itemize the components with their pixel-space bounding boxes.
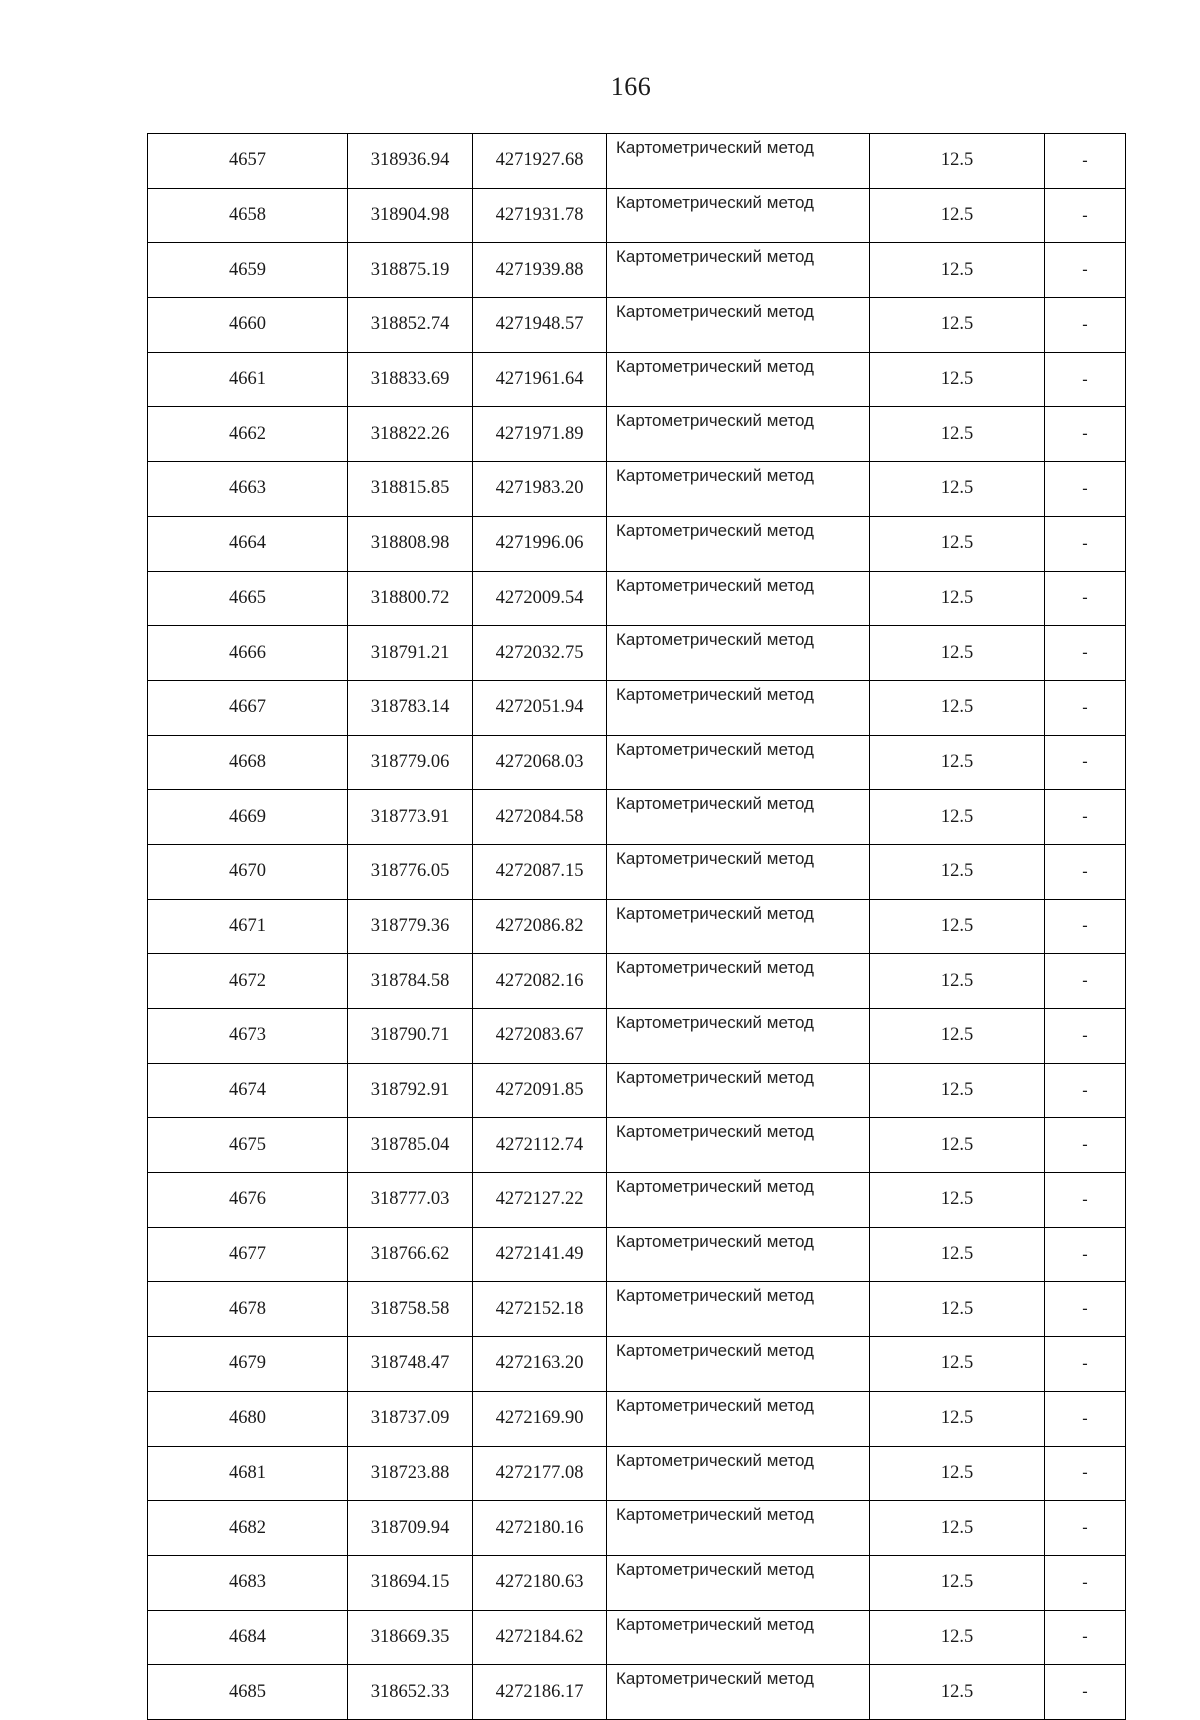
accuracy-cell: 12.5 bbox=[870, 298, 1045, 353]
table-row bbox=[148, 680, 1126, 735]
point-number-cell: 4683 bbox=[148, 1555, 348, 1610]
note-cell: - bbox=[1045, 1501, 1126, 1556]
x-coordinate-cell: 318748.47 bbox=[348, 1337, 473, 1392]
x-coordinate-cell: 318766.62 bbox=[348, 1227, 473, 1282]
table-row bbox=[148, 243, 1126, 298]
x-coordinate-cell: 318904.98 bbox=[348, 188, 473, 243]
accuracy-cell: 12.5 bbox=[870, 735, 1045, 790]
method-cell: Картометрический метод bbox=[607, 1501, 870, 1556]
x-coordinate-cell: 318833.69 bbox=[348, 352, 473, 407]
note-cell: - bbox=[1045, 1665, 1126, 1720]
accuracy-cell: 12.5 bbox=[870, 1173, 1045, 1228]
table-row bbox=[148, 407, 1126, 462]
accuracy-cell: 12.5 bbox=[870, 626, 1045, 681]
method-cell: Картометрический метод bbox=[607, 352, 870, 407]
point-number-cell: 4682 bbox=[148, 1501, 348, 1556]
note-cell: - bbox=[1045, 352, 1126, 407]
table-row bbox=[148, 1063, 1126, 1118]
accuracy-cell: 12.5 bbox=[870, 243, 1045, 298]
y-coordinate-cell: 4272091.85 bbox=[473, 1063, 607, 1118]
x-coordinate-cell: 318791.21 bbox=[348, 626, 473, 681]
point-number-cell: 4680 bbox=[148, 1391, 348, 1446]
method-cell: Картометрический метод bbox=[607, 516, 870, 571]
table-row bbox=[148, 571, 1126, 626]
method-cell: Картометрический метод bbox=[607, 1337, 870, 1392]
accuracy-cell: 12.5 bbox=[870, 1009, 1045, 1064]
point-number-cell: 4669 bbox=[148, 790, 348, 845]
y-coordinate-cell: 4272141.49 bbox=[473, 1227, 607, 1282]
x-coordinate-cell: 318737.09 bbox=[348, 1391, 473, 1446]
point-number-cell: 4681 bbox=[148, 1446, 348, 1501]
accuracy-cell: 12.5 bbox=[870, 954, 1045, 1009]
table-row bbox=[148, 1446, 1126, 1501]
point-number-cell: 4684 bbox=[148, 1610, 348, 1665]
y-coordinate-cell: 4271931.78 bbox=[473, 188, 607, 243]
note-cell: - bbox=[1045, 1391, 1126, 1446]
y-coordinate-cell: 4271948.57 bbox=[473, 298, 607, 353]
y-coordinate-cell: 4272184.62 bbox=[473, 1610, 607, 1665]
note-cell: - bbox=[1045, 1282, 1126, 1337]
method-cell: Картометрический метод bbox=[607, 298, 870, 353]
note-cell: - bbox=[1045, 134, 1126, 189]
y-coordinate-cell: 4272163.20 bbox=[473, 1337, 607, 1392]
table-row bbox=[148, 1501, 1126, 1556]
note-cell: - bbox=[1045, 188, 1126, 243]
point-number-cell: 4661 bbox=[148, 352, 348, 407]
method-cell: Картометрический метод bbox=[607, 626, 870, 681]
y-coordinate-cell: 4271961.64 bbox=[473, 352, 607, 407]
x-coordinate-cell: 318652.33 bbox=[348, 1665, 473, 1720]
note-cell: - bbox=[1045, 571, 1126, 626]
y-coordinate-cell: 4272009.54 bbox=[473, 571, 607, 626]
accuracy-cell: 12.5 bbox=[870, 516, 1045, 571]
point-number-cell: 4676 bbox=[148, 1173, 348, 1228]
accuracy-cell: 12.5 bbox=[870, 1337, 1045, 1392]
table-row bbox=[148, 1337, 1126, 1392]
table-row bbox=[148, 844, 1126, 899]
point-number-cell: 4673 bbox=[148, 1009, 348, 1064]
point-number-cell: 4670 bbox=[148, 844, 348, 899]
page-number: 166 bbox=[610, 72, 652, 101]
method-cell: Картометрический метод bbox=[607, 1446, 870, 1501]
accuracy-cell: 12.5 bbox=[870, 1665, 1045, 1720]
table-row bbox=[148, 899, 1126, 954]
table-row bbox=[148, 462, 1126, 517]
method-cell: Картометрический метод bbox=[607, 899, 870, 954]
y-coordinate-cell: 4272112.74 bbox=[473, 1118, 607, 1173]
y-coordinate-cell: 4272152.18 bbox=[473, 1282, 607, 1337]
y-coordinate-cell: 4272084.58 bbox=[473, 790, 607, 845]
note-cell: - bbox=[1045, 735, 1126, 790]
y-coordinate-cell: 4272083.67 bbox=[473, 1009, 607, 1064]
y-coordinate-cell: 4272068.03 bbox=[473, 735, 607, 790]
table-row bbox=[148, 626, 1126, 681]
point-number-cell: 4659 bbox=[148, 243, 348, 298]
x-coordinate-cell: 318790.71 bbox=[348, 1009, 473, 1064]
method-cell: Картометрический метод bbox=[607, 790, 870, 845]
x-coordinate-cell: 318800.72 bbox=[348, 571, 473, 626]
accuracy-cell: 12.5 bbox=[870, 899, 1045, 954]
y-coordinate-cell: 4272177.08 bbox=[473, 1446, 607, 1501]
note-cell: - bbox=[1045, 1610, 1126, 1665]
table-row bbox=[148, 298, 1126, 353]
method-cell: Картометрический метод bbox=[607, 954, 870, 1009]
note-cell: - bbox=[1045, 516, 1126, 571]
point-number-cell: 4658 bbox=[148, 188, 348, 243]
method-cell: Картометрический метод bbox=[607, 462, 870, 517]
x-coordinate-cell: 318776.05 bbox=[348, 844, 473, 899]
method-cell: Картометрический метод bbox=[607, 844, 870, 899]
y-coordinate-cell: 4272087.15 bbox=[473, 844, 607, 899]
y-coordinate-cell: 4272186.17 bbox=[473, 1665, 607, 1720]
point-number-cell: 4675 bbox=[148, 1118, 348, 1173]
x-coordinate-cell: 318783.14 bbox=[348, 680, 473, 735]
y-coordinate-cell: 4272086.82 bbox=[473, 899, 607, 954]
y-coordinate-cell: 4272082.16 bbox=[473, 954, 607, 1009]
y-coordinate-cell: 4272032.75 bbox=[473, 626, 607, 681]
x-coordinate-cell: 318808.98 bbox=[348, 516, 473, 571]
point-number-cell: 4657 bbox=[148, 134, 348, 189]
y-coordinate-cell: 4271983.20 bbox=[473, 462, 607, 517]
x-coordinate-cell: 318723.88 bbox=[348, 1446, 473, 1501]
point-number-cell: 4679 bbox=[148, 1337, 348, 1392]
table-row bbox=[148, 1555, 1126, 1610]
accuracy-cell: 12.5 bbox=[870, 844, 1045, 899]
coordinates-table-body bbox=[148, 134, 1126, 1720]
note-cell: - bbox=[1045, 1446, 1126, 1501]
note-cell: - bbox=[1045, 1173, 1126, 1228]
point-number-cell: 4685 bbox=[148, 1665, 348, 1720]
method-cell: Картометрический метод bbox=[607, 134, 870, 189]
point-number-cell: 4663 bbox=[148, 462, 348, 517]
point-number-cell: 4677 bbox=[148, 1227, 348, 1282]
table-row bbox=[148, 954, 1126, 1009]
x-coordinate-cell: 318792.91 bbox=[348, 1063, 473, 1118]
note-cell: - bbox=[1045, 462, 1126, 517]
point-number-cell: 4667 bbox=[148, 680, 348, 735]
accuracy-cell: 12.5 bbox=[870, 1391, 1045, 1446]
table-row bbox=[148, 134, 1126, 189]
table-row bbox=[148, 1173, 1126, 1228]
table-row bbox=[148, 516, 1126, 571]
x-coordinate-cell: 318779.36 bbox=[348, 899, 473, 954]
x-coordinate-cell: 318784.58 bbox=[348, 954, 473, 1009]
note-cell: - bbox=[1045, 680, 1126, 735]
x-coordinate-cell: 318779.06 bbox=[348, 735, 473, 790]
accuracy-cell: 12.5 bbox=[870, 1118, 1045, 1173]
x-coordinate-cell: 318758.58 bbox=[348, 1282, 473, 1337]
note-cell: - bbox=[1045, 1227, 1126, 1282]
y-coordinate-cell: 4272051.94 bbox=[473, 680, 607, 735]
x-coordinate-cell: 318822.26 bbox=[348, 407, 473, 462]
point-number-cell: 4671 bbox=[148, 899, 348, 954]
method-cell: Картометрический метод bbox=[607, 1555, 870, 1610]
point-number-cell: 4674 bbox=[148, 1063, 348, 1118]
method-cell: Картометрический метод bbox=[607, 407, 870, 462]
note-cell: - bbox=[1045, 243, 1126, 298]
x-coordinate-cell: 318694.15 bbox=[348, 1555, 473, 1610]
x-coordinate-cell: 318777.03 bbox=[348, 1173, 473, 1228]
note-cell: - bbox=[1045, 1337, 1126, 1392]
note-cell: - bbox=[1045, 1118, 1126, 1173]
x-coordinate-cell: 318669.35 bbox=[348, 1610, 473, 1665]
table-row bbox=[148, 735, 1126, 790]
y-coordinate-cell: 4271939.88 bbox=[473, 243, 607, 298]
accuracy-cell: 12.5 bbox=[870, 680, 1045, 735]
accuracy-cell: 12.5 bbox=[870, 1501, 1045, 1556]
method-cell: Картометрический метод bbox=[607, 1063, 870, 1118]
x-coordinate-cell: 318785.04 bbox=[348, 1118, 473, 1173]
accuracy-cell: 12.5 bbox=[870, 1610, 1045, 1665]
method-cell: Картометрический метод bbox=[607, 735, 870, 790]
point-number-cell: 4662 bbox=[148, 407, 348, 462]
accuracy-cell: 12.5 bbox=[870, 1555, 1045, 1610]
accuracy-cell: 12.5 bbox=[870, 1227, 1045, 1282]
accuracy-cell: 12.5 bbox=[870, 462, 1045, 517]
table-row bbox=[148, 352, 1126, 407]
x-coordinate-cell: 318852.74 bbox=[348, 298, 473, 353]
note-cell: - bbox=[1045, 1009, 1126, 1064]
method-cell: Картометрический метод bbox=[607, 1118, 870, 1173]
table-row bbox=[148, 790, 1126, 845]
point-number-cell: 4660 bbox=[148, 298, 348, 353]
x-coordinate-cell: 318709.94 bbox=[348, 1501, 473, 1556]
note-cell: - bbox=[1045, 954, 1126, 1009]
accuracy-cell: 12.5 bbox=[870, 1063, 1045, 1118]
point-number-cell: 4664 bbox=[148, 516, 348, 571]
accuracy-cell: 12.5 bbox=[870, 1282, 1045, 1337]
accuracy-cell: 12.5 bbox=[870, 134, 1045, 189]
y-coordinate-cell: 4271971.89 bbox=[473, 407, 607, 462]
note-cell: - bbox=[1045, 844, 1126, 899]
table-row bbox=[148, 1665, 1126, 1720]
point-number-cell: 4678 bbox=[148, 1282, 348, 1337]
table-row bbox=[148, 1282, 1126, 1337]
method-cell: Картометрический метод bbox=[607, 1391, 870, 1446]
method-cell: Картометрический метод bbox=[607, 1009, 870, 1064]
note-cell: - bbox=[1045, 1063, 1126, 1118]
y-coordinate-cell: 4271927.68 bbox=[473, 134, 607, 189]
y-coordinate-cell: 4272180.16 bbox=[473, 1501, 607, 1556]
method-cell: Картометрический метод bbox=[607, 680, 870, 735]
note-cell: - bbox=[1045, 790, 1126, 845]
accuracy-cell: 12.5 bbox=[870, 188, 1045, 243]
accuracy-cell: 12.5 bbox=[870, 1446, 1045, 1501]
note-cell: - bbox=[1045, 626, 1126, 681]
note-cell: - bbox=[1045, 899, 1126, 954]
table-row bbox=[148, 1610, 1126, 1665]
x-coordinate-cell: 318936.94 bbox=[348, 134, 473, 189]
accuracy-cell: 12.5 bbox=[870, 790, 1045, 845]
y-coordinate-cell: 4272169.90 bbox=[473, 1391, 607, 1446]
method-cell: Картометрический метод bbox=[607, 1227, 870, 1282]
table-row bbox=[148, 1227, 1126, 1282]
method-cell: Картометрический метод bbox=[607, 1665, 870, 1720]
point-number-cell: 4668 bbox=[148, 735, 348, 790]
note-cell: - bbox=[1045, 298, 1126, 353]
accuracy-cell: 12.5 bbox=[870, 407, 1045, 462]
table-row bbox=[148, 1118, 1126, 1173]
accuracy-cell: 12.5 bbox=[870, 352, 1045, 407]
method-cell: Картометрический метод bbox=[607, 1173, 870, 1228]
x-coordinate-cell: 318815.85 bbox=[348, 462, 473, 517]
y-coordinate-cell: 4271996.06 bbox=[473, 516, 607, 571]
table-row bbox=[148, 1391, 1126, 1446]
method-cell: Картометрический метод bbox=[607, 1610, 870, 1665]
point-number-cell: 4665 bbox=[148, 571, 348, 626]
x-coordinate-cell: 318875.19 bbox=[348, 243, 473, 298]
point-number-cell: 4672 bbox=[148, 954, 348, 1009]
method-cell: Картометрический метод bbox=[607, 243, 870, 298]
point-number-cell: 4666 bbox=[148, 626, 348, 681]
note-cell: - bbox=[1045, 1555, 1126, 1610]
accuracy-cell: 12.5 bbox=[870, 571, 1045, 626]
table-row bbox=[148, 188, 1126, 243]
y-coordinate-cell: 4272127.22 bbox=[473, 1173, 607, 1228]
note-cell: - bbox=[1045, 407, 1126, 462]
coordinates-table bbox=[147, 133, 1126, 1720]
x-coordinate-cell: 318773.91 bbox=[348, 790, 473, 845]
y-coordinate-cell: 4272180.63 bbox=[473, 1555, 607, 1610]
table-row bbox=[148, 1009, 1126, 1064]
method-cell: Картометрический метод bbox=[607, 1282, 870, 1337]
method-cell: Картометрический метод bbox=[607, 571, 870, 626]
method-cell: Картометрический метод bbox=[607, 188, 870, 243]
